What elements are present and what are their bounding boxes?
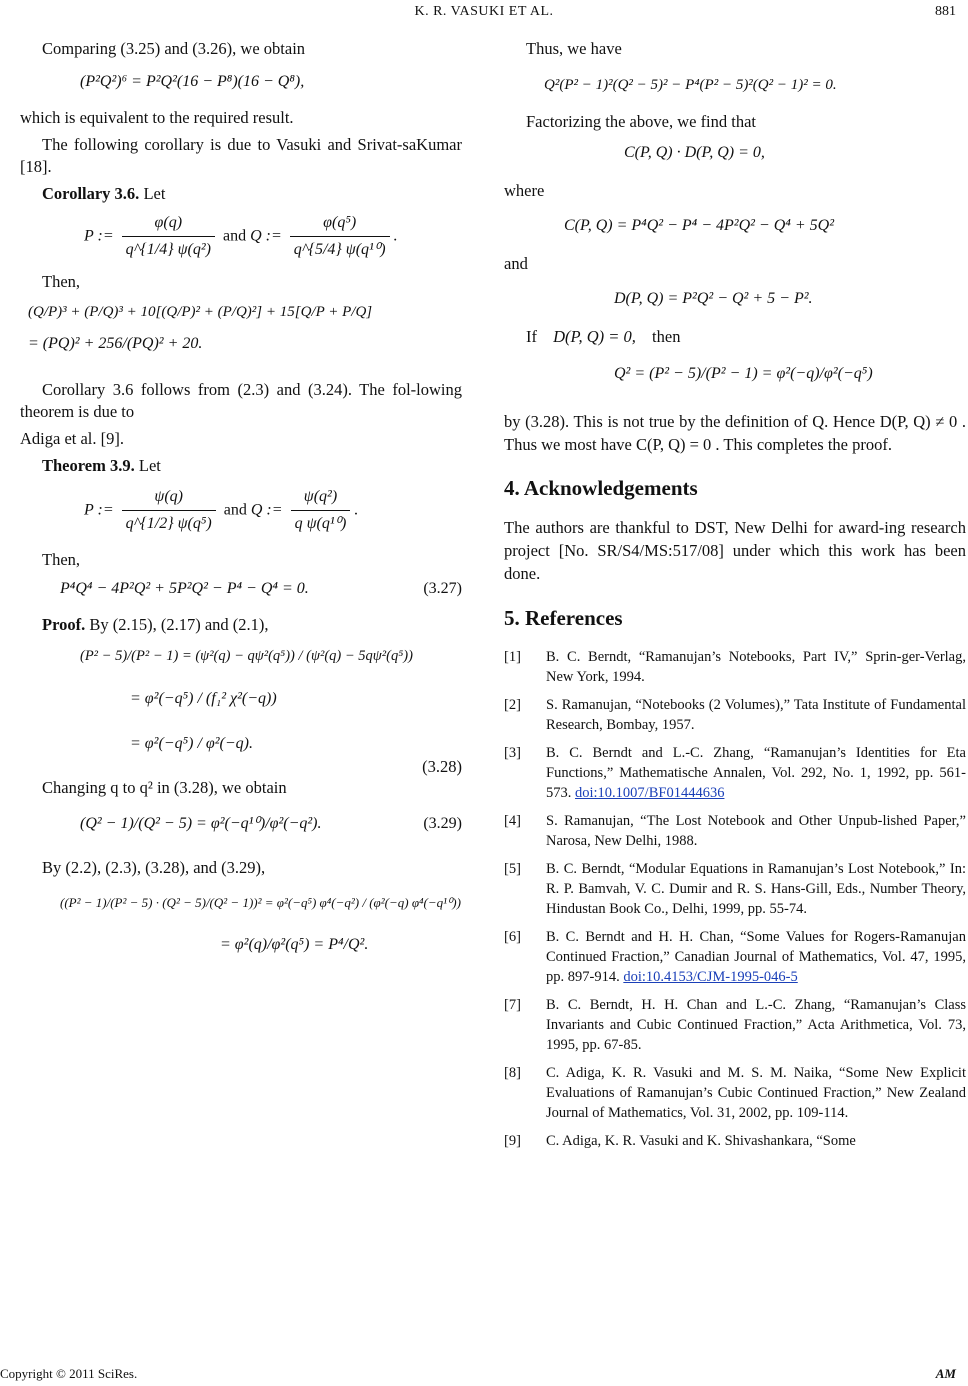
reference-item <box>504 743 966 803</box>
reference-item <box>504 995 966 1055</box>
page-header <box>0 4 968 26</box>
reference-text: C. Adiga, K. R. Vasuki and K. Shivashankara, “Some <box>546 1132 856 1149</box>
equation: C(P, Q) · D(P, Q) = 0, <box>624 144 765 162</box>
journal-abbrev: AM <box>935 1366 956 1381</box>
equation: = (PQ)² + 256/(PQ)² + 20. <box>28 334 203 352</box>
page-number: 881 <box>935 4 956 19</box>
paragraph: Adiga et al. [9]. <box>20 429 125 449</box>
reference-item <box>504 1063 966 1123</box>
theorem-label: Theorem 3.9. <box>42 455 135 475</box>
section-heading-references: 5. References <box>504 605 623 630</box>
equation: Q²(P² − 1)²(Q² − 5)² − P⁴(P² − 5)²(Q² − 1)² = 0. <box>544 76 837 93</box>
reference-text: B. C. Berndt and H. H. Chan, “Some Values for Rogers-Ramanujan Continued Fraction,” Canadian Journal of Mathematics, Vol. 47, 1995, pp. 897-914. doi:10.4153/CJM-1995-046-5 <box>546 928 966 985</box>
reference-item <box>504 927 966 987</box>
reference-text: B. C. Berndt and L.-C. Zhang, “Ramanujan’s Identities for Eta Functions,” Mathematische Annalen, Vol. 292, No. 1, 1992, pp. 561-573. doi:10.1007/BF01444636 <box>546 744 966 801</box>
equation-number: (3.29) <box>423 815 462 833</box>
reference-item <box>504 859 966 919</box>
equation-number: (3.27) <box>423 579 462 597</box>
equation: ((P² − 1)/(P² − 5) · (Q² − 5)/(Q² − 1))² = φ²(−q⁵) φ⁴(−q²) / (φ²(−q) φ⁴(−q¹⁰)) <box>60 895 461 911</box>
reference-text: S. Ramanujan, “The Lost Notebook and Other Unpub-lished Paper,” Narosa, New Delhi, 1988. <box>546 812 966 849</box>
section-heading-acknowledgements: 4. Acknowledgements <box>504 476 698 501</box>
paragraph: The authors are thankful to DST, New Delhi for award-ing research project [No. SR/S4/MS:517/08] under which this work has been done. <box>504 518 966 583</box>
paragraph: by (3.28). This is not true by the definition of Q. Hence D(P, Q) ≠ 0 . Thus we most have C(P, Q) = 0 . This completes the proof. <box>504 411 966 454</box>
equation: (P²Q²)⁶ = P²Q²(16 − P⁸)(16 − Q⁸), <box>80 72 305 90</box>
doi-link[interactable]: doi:10.1007/BF01444636 <box>575 784 725 801</box>
reference-number: [5] <box>504 860 521 877</box>
theorem-text: Let <box>138 455 161 475</box>
reference-text: B. C. Berndt, H. H. Chan and L.-C. Zhang, “Ramanujan’s Class Invariants and Cubic Continued Fraction,” Acta Arithmetica, Vol. 73, 1995, pp. 67-85. <box>546 996 966 1053</box>
corollary-definitions: P := $\frac{\varphi(q)}{\text{q\textasciicircum{}\{1/4\} ψ(q²)}}$ and Q := $\frac{\text{φ(q⁵)}}{\text{q\textasciicircum{}\{5/4\} ψ(q¹⁰)}}$ . <box>84 212 462 261</box>
proof-label: Proof. <box>42 614 86 634</box>
doi-link[interactable]: doi:10.4153/CJM-1995-046-5 <box>623 968 798 985</box>
equation: Q² = (P² − 5)/(P² − 1) = φ²(−q)/φ²(−q⁵) <box>614 364 873 382</box>
reference-text: C. Adiga, K. R. Vasuki and M. S. M. Naika, “Some New Explicit Evaluations of Ramanujan’s Cubic Continued Fraction,” New Zealand Journal of Mathematics, Vol. 31, 2002, pp. 109-114. <box>546 1064 966 1121</box>
corollary-label: Corollary 3.6. <box>42 184 140 204</box>
equation-3-27: P⁴Q⁴ − 4P²Q² + 5P²Q² − P⁴ − Q⁴ = 0. (3.27) <box>60 578 462 600</box>
fraction: $\frac{\psi(q)}{\text{q\textasciicircum{}\{1/2\} ψ(q⁵)}}$ <box>122 486 216 535</box>
paragraph: If D(P, Q) = 0, then <box>526 326 681 346</box>
paragraph: Thus, we have <box>526 39 622 58</box>
equation-number: (3.28) <box>422 757 462 777</box>
reference-text: B. C. Berndt, “Modular Equations in Ramanujan’s Lost Notebook,” In: R. P. Bamvah, V. C. Dumir and R. S. Hans-Gill, Eds., Number Theory, Hindustan Book Co., Delhi, 1999, pp. 55-74. <box>546 860 966 917</box>
reference-text: B. C. Berndt, “Ramanujan’s Notebooks, Part IV,” Sprin-ger-Verlag, New York, 1994. <box>546 648 966 685</box>
paragraph: Corollary 3.6 follows from (2.3) and (3.24). The fol-lowing theorem is due to <box>20 379 462 422</box>
right-column <box>504 38 966 1159</box>
reference-number: [8] <box>504 1064 521 1081</box>
paragraph: Changing q to q² in (3.28), we obtain <box>42 777 287 797</box>
reference-number: [1] <box>504 648 521 665</box>
paragraph: Factorizing the above, we find that <box>526 112 757 132</box>
corollary-heading <box>20 183 462 206</box>
paragraph: By (2.2), (2.3), (3.28), and (3.29), <box>42 858 266 878</box>
paragraph: which is equivalent to the required result. <box>20 107 294 127</box>
paragraph: The following corollary is due to Vasuki and Srivat-saKumar [18]. <box>20 134 462 177</box>
reference-number: [7] <box>504 996 521 1013</box>
reference-item <box>504 1131 966 1151</box>
reference-number: [2] <box>504 696 521 713</box>
equation: C(P, Q) = P⁴Q² − P⁴ − 4P²Q² − Q⁴ + 5Q² <box>564 217 834 235</box>
proof-heading: Proof. By (2.15), (2.17) and (2.1), <box>42 614 269 634</box>
theorem-heading <box>20 455 462 478</box>
theorem-definitions: P := $\frac{\psi(q)}{\text{q\textasciicircum{}\{1/2\} ψ(q⁵)}}$ and Q := $\frac{\text{ψ(q²)}}{\text{q ψ(q¹⁰)}}$ . <box>84 486 462 535</box>
paragraph: Then, <box>42 272 81 292</box>
corollary-text: Let <box>143 184 166 204</box>
reference-number: [4] <box>504 812 521 829</box>
equation-3-29: (Q² − 1)/(Q² − 5) = φ²(−q¹⁰)/φ²(−q²). (3.29) <box>80 813 462 835</box>
equation: D(P, Q) = P²Q² − Q² + 5 − P². <box>614 289 813 307</box>
fraction: $\frac{\varphi(q)}{\text{q\textasciicircum{}\{1/4\} ψ(q²)}}$ <box>122 212 215 261</box>
reference-item <box>504 811 966 851</box>
copyright: Copyright © 2011 SciRes. <box>0 1366 138 1381</box>
left-column <box>20 38 462 956</box>
equation-3-28: (P² − 5)/(P² − 1) = (ψ²(q) − qψ²(q⁵)) / (ψ²(q) − 5qψ²(q⁵)) = φ²(−q⁵) / (f₁² χ²(−q)) = φ²(−q⁵) / φ²(−q). (3.28) <box>20 646 462 754</box>
reference-list <box>504 647 966 1151</box>
paragraph: where <box>504 181 545 201</box>
reference-item <box>504 695 966 735</box>
paragraph: Comparing (3.25) and (3.26), we obtain <box>42 39 306 58</box>
reference-number: [3] <box>504 744 521 761</box>
reference-number: [9] <box>504 1132 521 1149</box>
paragraph: and <box>504 254 528 274</box>
reference-item <box>504 647 966 687</box>
equation: (Q/P)³ + (P/Q)³ + 10[(Q/P)² + (P/Q)²] + 15[Q/P + P/Q] <box>28 303 373 320</box>
paragraph: Then, <box>42 549 81 569</box>
equation: = φ²(q)/φ²(q⁵) = P⁴/Q². <box>220 936 369 954</box>
fraction: $\frac{\text{ψ(q²)}}{\text{q ψ(q¹⁰)}}$ <box>291 486 351 535</box>
fraction: $\frac{\text{φ(q⁵)}}{\text{q\textasciicircum{}\{5/4\} ψ(q¹⁰)}}$ <box>290 212 390 261</box>
reference-text: S. Ramanujan, “Notebooks (2 Volumes),” Tata Institute of Fundamental Research, Bombay, 1957. <box>546 696 966 733</box>
reference-number: [6] <box>504 928 521 945</box>
running-title: K. R. VASUKI ET AL. <box>414 4 554 19</box>
